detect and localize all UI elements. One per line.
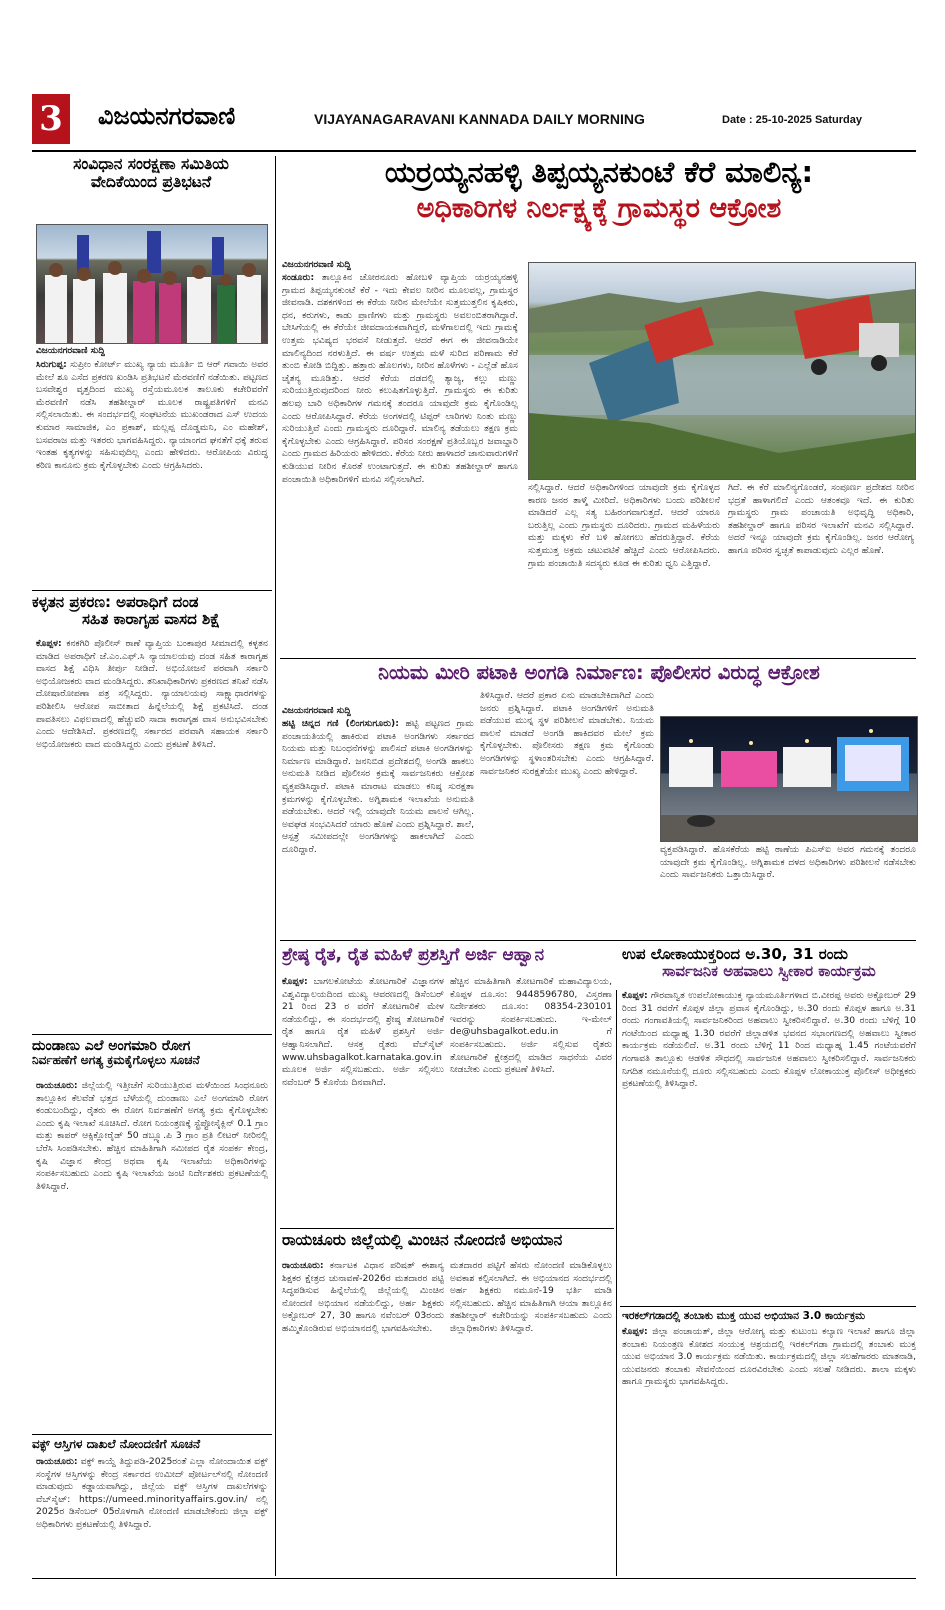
voter-body-col2 xyxy=(450,1260,612,1572)
shops-illustration xyxy=(661,717,917,841)
section-divider xyxy=(32,1034,272,1035)
headline-line: ಉಪ ಲೋಕಾಯುಕ್ತರಿಂದ ಅ.30, 31 ರಂದು xyxy=(622,945,848,963)
column-divider xyxy=(275,156,276,1576)
byline: ವಿಜಯನಗರವಾಣಿ ಸುದ್ದಿ xyxy=(282,706,351,716)
article-text: ಗೌರವಾನ್ವಿತ ಉಪಲೋಕಾಯುಕ್ತ ನ್ಯಾಯಮೂರ್ತಿಗಳಾದ ಬಿ.ವೀರಪ್ಪ ಅವರು ಅಕ್ಟೋಬರ್ 29 ರಿಂದ 31 ರವರೆಗೆ ಕೊಪ್ಪಳ ಜಿಲ್ಲಾ ಪ್ರವಾಸ ಕೈಗೊಂಡಿದ್ದು, ಅ.30 ರಂದು ಕೊಪ್ಪಳ ಹಾಗೂ ಅ.31 ರಂದು ಗಂಗಾವತಿಯಲ್ಲಿ ಸಾರ್ವಜನಿಕರಿಂದ ಅಹವಾಲು ಸ್ವೀಕರಿಸಲಿದ್ದಾರೆ. ಅ.30 ರಂದು ಬೆಳಿಗ್ಗೆ 10 ಗಂಟೆಯಿಂದ ಮಧ್ಯಾಹ್ನ 1.30 ರವರೆಗೆ ಜಿಲ್ಲಾಡಳಿತ ಭವನದ ಸಭಾಂಗಣದಲ್ಲಿ ಅಹವಾಲು ಸ್ವೀಕಾರ ಕಾರ್ಯಕ್ರಮ ನಡೆಯಲಿದೆ. ಅ.31 ರಂದು ಬೆಳಿಗ್ಗೆ 11 ರಿಂದ ಮಧ್ಯಾಹ್ನ 1.45 ಗಂಟೆಯವರೆಗೆ ಗಂಗಾವತಿ ತಾಲ್ಲೂಕು ಆಡಳಿತ ಸೌಧದಲ್ಲಿ ಸಾರ್ವಜನಿಕ ಅಹವಾಲು ಸ್ವೀಕರಿಸಲಿದ್ದಾರೆ. ಸಾರ್ವಜನಿಕರು ನಿಗದಿತ ನಮೂನೆಯಲ್ಲಿ ದೂರು ಸಲ್ಲಿಸಬಹುದು ಎಂದು ಕೊಪ್ಪಳ ಲೋಕಾಯುಕ್ತ ಪೊಲೀಸ್ ಅಧೀಕ್ಷಕರು ಪ್ರಕಟಣೆಯಲ್ಲಿ ತಿಳಿಸಿದ್ದಾರೆ. xyxy=(622,990,916,1090)
protest-photo xyxy=(36,224,268,344)
article-text: ಬಾಗಲಕೋಟೆಯ ತೋಟಗಾರಿಕೆ ವಿಜ್ಞಾನಗಳ ವಿಶ್ವವಿದ್ಯಾಲಯದಿಂದ ಮುಖ್ಯ ಆವರಣದಲ್ಲಿ ಡಿಸೆಂಬರ್ 21 ರಿಂದ 23 ರ ವರೆಗೆ ತೋಟಗಾರಿಕೆ ಮೇಳ ನಡೆಯಲಿದ್ದು, ಈ ಸಂದರ್ಭದಲ್ಲಿ ಶ್ರೇಷ್ಠ ತೋಟಗಾರಿಕೆ ರೈತ ಹಾಗೂ ರೈತ ಮಹಿಳೆ ಪ್ರಶಸ್ತಿಗೆ ಅರ್ಜಿ ಆಹ್ವಾನಿಸಲಾಗಿದೆ. ಆಸಕ್ತ ರೈತರು ವೆಬ್‌ಸೈಟ್ www.uhsbagalkot.karnataka.gov.in ಮೂಲಕ ಅರ್ಜಿ ಸಲ್ಲಿಸಬಹುದು. ಅರ್ಜಿ ಸಲ್ಲಿಸಲು ನವೆಂಬರ್ 5 ಕೊನೆಯ ದಿನವಾಗಿದೆ. xyxy=(282,976,444,1088)
article-text: ಹಟ್ಟಿ ಪಟ್ಟಣದ ಗ್ರಾಮ ಪಂಚಾಯತಿಯಲ್ಲಿ ಹಾಕಿರುವ ಪಟಾಕಿ ಅಂಗಡಿಗಳು ಸರ್ಕಾರದ ನಿಯಮ ಮತ್ತು ನಿಬಂಧನೆಗಳನ್ನು ಪಾಲಿಸದೆ ಪಟಾಕಿ ಅಂಗಡಿಗಳನ್ನು ನಿರ್ಮಾಣ ಮಾಡಿದ್ದಾರೆ. ಜನನಿಬಿಡ ಪ್ರದೇಶದಲ್ಲಿ ಅಂಗಡಿ ಹಾಕಲು ಅನುಮತಿ ನೀಡಿದ ಪೊಲೀಸರ ಕ್ರಮಕ್ಕೆ ಸಾರ್ವಜನಿಕರು ಆಕ್ರೋಶ ವ್ಯಕ್ತಪಡಿಸಿದ್ದಾರೆ. ಪಟಾಕಿ ಮಾರಾಟ ಮಾಡಲು ಕನಿಷ್ಠ ಸುರಕ್ಷತಾ ಕ್ರಮಗಳನ್ನು ಕೈಗೊಳ್ಳಬೇಕು. ಅಗ್ನಿಶಾಮಕ ಇಲಾಖೆಯ ಅನುಮತಿ ಪಡೆಯಬೇಕು. ಆದರೆ ಇಲ್ಲಿ ಯಾವುದೇ ನಿಯಮ ಪಾಲನೆ ಆಗಿಲ್ಲ. ಅವಘಡ ಸಂಭವಿಸಿದರೆ ಯಾರು ಹೊಣೆ ಎಂದು ಪ್ರಶ್ನಿಸಿದ್ದಾರೆ. ಶಾಲೆ, ಆಸ್ಪತ್ರೆ ಸಮೀಪದಲ್ಲೇ ಅಂಗಡಿಗಳನ್ನು ಹಾಕಲಾಗಿದೆ ಎಂದು ದೂರಿದ್ದಾರೆ. xyxy=(282,718,474,855)
pataki-body-col1 xyxy=(282,718,474,936)
story-samvidhana xyxy=(32,156,270,586)
lead-body-col3 xyxy=(728,482,914,652)
article-text: ಕನಕಗಿರಿ ಪೊಲೀಸ್ ಠಾಣೆ ವ್ಯಾಪ್ತಿಯ ಬಂಕಾಪುರ ಸೀಮಾದಲ್ಲಿ ಕಳ್ಳತನ ಮಾಡಿದ ಅಪರಾಧಿಗೆ ಜೆ.ಎಂ.ಎಫ್.ಸಿ ನ್ಯಾಯಾಲಯವು ದಂಡ ಸಹಿತ ಕಾರಾಗೃಹ ವಾಸದ ಶಿಕ್ಷೆ ವಿಧಿಸಿ ತೀರ್ಪು ನೀಡಿದೆ. ಅಭಿಯೋಜನೆ ಪರವಾಗಿ ಸರ್ಕಾರಿ ಅಭಿಯೋಜಕರು ವಾದ ಮಂಡಿಸಿದ್ದರು. ತನಿಖಾಧಿಕಾರಿಗಳು ಪ್ರಕರಣದ ತನಿಖೆ ನಡೆಸಿ ದೋಷಾರೋಪಣಾ ಪತ್ರ ಸಲ್ಲಿಸಿದ್ದರು. ನ್ಯಾಯಾಲಯವು ಸಾಕ್ಷ್ಯಾಧಾರಗಳನ್ನು ಪರಿಶೀಲಿಸಿ ಆರೋಪ ಸಾಬೀತಾದ ಹಿನ್ನೆಲೆಯಲ್ಲಿ ಶಿಕ್ಷೆ ಪ್ರಕಟಿಸಿದೆ. ದಂಡ ಪಾವತಿಸಲು ವಿಫಲವಾದಲ್ಲಿ ಹೆಚ್ಚುವರಿ ಸಾದಾ ಕಾರಾಗೃಹ ವಾಸ ಅನುಭವಿಸಬೇಕು ಎಂದು ಆದೇಶಿಸಿದೆ. ಪ್ರಕರಣದಲ್ಲಿ ಸರ್ಕಾರದ ಪರವಾಗಿ ಸಹಾಯಕ ಸರ್ಕಾರಿ ಅಭಿಯೋಜಕರು ವಾದ ಮಂಡಿಸಿದ್ದರು ಎಂದು ಪ್ರಕಟಣೆ ತಿಳಿಸಿದೆ. xyxy=(36,638,268,750)
headline: ಶ್ರೇಷ್ಠ ರೈತ, ರೈತ ಮಹಿಳೆ ಪ್ರಶಸ್ತಿಗೆ ಅರ್ಜಿ ಆಹ್ವಾನ xyxy=(282,945,545,965)
article-body xyxy=(622,1326,916,1572)
raitha-body-col2 xyxy=(450,976,612,1222)
voter-body-col1 xyxy=(282,1260,444,1572)
headline: ವಕ್ಫ್ ಆಸ್ತಿಗಳ ದಾಖಲೆ ನೋಂದಣಿಗೆ ಸೂಚನೆ xyxy=(32,1437,201,1451)
story-mukti xyxy=(622,1310,916,1574)
headline-line: ಕಳ್ಳತನ ಪ್ರಕರಣ: ಅಪರಾಧಿಗೆ ದಂಡ xyxy=(32,593,199,611)
dateline: ಕೊಪ್ಪಳ: xyxy=(622,1326,648,1337)
masthead xyxy=(32,92,916,148)
headline: ರಾಯಚೂರು ಜಿಲ್ಲೆಯಲ್ಲಿ ಮಿಂಚಿನ ನೋಂದಣಿ ಅಭಿಯಾನ xyxy=(282,1231,563,1249)
pataki-body-col3 xyxy=(660,844,916,936)
headline-line: ಸಂವಿಧಾನ ಸಂರಕ್ಷಣಾ ಸಮಿತಿಯ xyxy=(73,155,229,173)
article-text: ತಿಳಿಸಿದ್ದಾರೆ. ಆದರೆ ಪ್ರಕಾರ ಏನು ಮಾಡಬೇಕಿದಾಗಿದೆ ಎಂದು ಜನರು ಪ್ರಶ್ನಿಸಿದ್ದಾರೆ. ಪಟಾಕಿ ಅಂಗಡಿಗಳಿಗೆ ಅನುಮತಿ ಪಡೆಯುವ ಮುನ್ನ ಸ್ಥಳ ಪರಿಶೀಲನೆ ಮಾಡಬೇಕು. ನಿಯಮ ಪಾಲನೆ ಮಾಡದೆ ಅಂಗಡಿ ಹಾಕಿದವರ ಮೇಲೆ ಕ್ರಮ ಕೈಗೊಳ್ಳಬೇಕು. ಪೊಲೀಸರು ತಕ್ಷಣ ಕ್ರಮ ಕೈಗೊಂಡು ಅಂಗಡಿಗಳನ್ನು ಸ್ಥಳಾಂತರಿಸಬೇಕು ಎಂದು ಆಗ್ರಹಿಸಿದ್ದಾರೆ. ಸಾರ್ವಜನಿಕರ ಸುರಕ್ಷತೆಯೇ ಮುಖ್ಯ ಎಂದು ಹೇಳಿದ್ದಾರೆ. xyxy=(480,690,654,777)
dateline: ಸಿರುಗುಪ್ಪ: xyxy=(36,359,67,370)
story-lead xyxy=(282,156,916,656)
article-text: ಜಿಲ್ಲಾ ಪಂಚಾಯತ್, ಜಿಲ್ಲಾ ಆರೋಗ್ಯ ಮತ್ತು ಕುಟುಂಬ ಕಲ್ಯಾಣ ಇಲಾಖೆ ಹಾಗೂ ಜಿಲ್ಲಾ ತಂಬಾಕು ನಿಯಂತ್ರಣ ಕೋಶದ ಸಂಯುಕ್ತ ಆಶ್ರಯದಲ್ಲಿ ಇರಕಲ್‌ಗಡಾ ಗ್ರಾಮದಲ್ಲಿ ತಂಬಾಕು ಮುಕ್ತ ಯುವ ಅಭಿಯಾನ 3.0 ಕಾರ್ಯಕ್ರಮ ನಡೆಯಿತು. ಕಾರ್ಯಕ್ರಮದಲ್ಲಿ ಜಿಲ್ಲಾ ಸಲಹೆಗಾರರು ಮಾತನಾಡಿ, ಯುವಜನರು ತಂಬಾಕು ಸೇವನೆಯಿಂದ ದೂರವಿರಬೇಕು ಎಂದು ಸಲಹೆ ನೀಡಿದರು. ಶಾಲಾ ಮಕ್ಕಳು ಹಾಗೂ ಗ್ರಾಮಸ್ಥರು ಭಾಗವಹಿಸಿದ್ದರು. xyxy=(622,1326,916,1388)
dateline: ರಾಯಚೂರು: xyxy=(282,1260,324,1271)
story-theft xyxy=(32,594,270,1030)
section-divider xyxy=(32,1434,272,1435)
headline: ನಿಯಮ ಮೀರಿ ಪಟಾಕಿ ಅಂಗಡಿ ನಿರ್ಮಾಣ: ಪೊಲೀಸರ ವಿರುದ್ಧ ಆಕ್ರೋಶ xyxy=(378,661,820,684)
headline-line: ನಿರ್ವಹಣೆಗೆ ಅಗತ್ಯ ಕ್ರಮಕೈಗೊಳ್ಳಲು ಸೂಚನೆ xyxy=(32,1053,200,1068)
headline xyxy=(622,946,916,981)
headline xyxy=(32,1038,270,1068)
headline-line: ದುಂಡಾಣು ಎಲೆ ಅಂಗಮಾರಿ ರೋಗ xyxy=(32,1038,191,1054)
article-body xyxy=(36,638,268,1028)
section-divider xyxy=(32,590,272,591)
lake-photo xyxy=(528,262,916,480)
byline: ವಿಜಯನಗರವಾಣಿ ಸುದ್ದಿ xyxy=(282,260,351,270)
pataki-body-col2 xyxy=(480,690,654,936)
article-text: ಸಲ್ಲಿಸಿದ್ದಾರೆ. ಆದರೆ ಅಧಿಕಾರಿಗಳಿಂದ ಯಾವುದೇ ಕ್ರಮ ಕೈಗೊಳ್ಳದ ಕಾರಣ ಜನರ ತಾಳ್ಮೆ ಮೀರಿದೆ. ಅಧಿಕಾರಿಗಳು ಬಂದು ಪರಿಶೀಲನೆ ಮಾಡಿದರೆ ಎಲ್ಲ ಸತ್ಯ ಬಹಿರಂಗವಾಗುತ್ತದೆ. ಆದರೆ ಯಾರೂ ಬರುತ್ತಿಲ್ಲ ಎಂದು ಗ್ರಾಮಸ್ಥರು ದೂರಿದರು. ಗ್ರಾಮದ ಮಹಿಳೆಯರು ಮತ್ತು ಮಕ್ಕಳು ಕೆರೆ ಬಳಿ ಹೋಗಲು ಹೆದರುತ್ತಿದ್ದಾರೆ. ಕೆರೆಯ ಸುತ್ತಮುತ್ತ ಅಕ್ರಮ ಚಟುವಟಿಕೆ ಹೆಚ್ಚಿದೆ ಎಂದು ಆರೋಪಿಸಿದರು. ಗ್ರಾಮ ಪಂಚಾಯಿತಿ ಸದಸ್ಯರು ಕೂಡ ಈ ಕುರಿತು ಧ್ವನಿ ಎತ್ತಿದ್ದಾರೆ. xyxy=(528,482,720,569)
column-divider xyxy=(616,990,617,1576)
dateline: ಕೊಪ್ಪಳ: xyxy=(36,638,62,649)
protest-illustration xyxy=(37,225,267,343)
raitha-body-col1 xyxy=(282,976,444,1222)
article-text: ವಕ್ಫ್ ಕಾಯ್ದೆ ತಿದ್ದುಪಡಿ-2025ರಂತೆ ಎಲ್ಲಾ ನೋಂದಾಯಿತ ವಕ್ಫ್ ಸಂಸ್ಥೆಗಳ ಆಸ್ತಿಗಳನ್ನು ಕೇಂದ್ರ ಸರ್ಕಾರದ ಉಮೀದ್ ಪೋರ್ಟಲ್‌ನಲ್ಲಿ ನೋಂದಣಿ ಮಾಡುವುದು ಕಡ್ಡಾಯವಾಗಿದ್ದು, ಜಿಲ್ಲೆಯ ವಕ್ಫ್ ಆಸ್ತಿಗಳ ದಾಖಲೆಗಳನ್ನು ವೆಬ್‌ಸೈಟ್: https://umeed.minorityaffairs.gov.in/ ನಲ್ಲಿ 2025ರ ಡಿಸೆಂಬರ್ 05ರೊಳಗಾಗಿ ನೋಂದಣಿ ಮಾಡಬೇಕೆಂದು ಜಿಲ್ಲಾ ವಕ್ಫ್ ಅಧಿಕಾರಿಗಳು ಪ್ರಕಟಣೆಯಲ್ಲಿ ತಿಳಿಸಿದ್ದಾರೆ. xyxy=(36,1456,268,1530)
dateline: ಕೊಪ್ಪಳ: xyxy=(622,990,648,1001)
article-text: ಸುಪ್ರೀಂ ಕೋರ್ಟ್ ಮುಖ್ಯ ನ್ಯಾಯ ಮೂರ್ತಿ ಬಿ ಆರ್ ಗವಾಯಿ ಅವರ ಮೇಲೆ ಶೂ ಎಸೆದ ಪ್ರಕರಣ ಖಂಡಿಸಿ ಪ್ರತಿಭಟನೆ ಮೆರವಣಿಗೆ ನಡೆಯಿತು. ಪಟ್ಟಣದ ಬಸವೇಶ್ವರ ವೃತ್ತದಿಂದ ಮುಖ್ಯ ರಸ್ತೆಯಮೂಲಕ ತಾಲೂಕು ಕಚೇರಿವರೆಗೆ ಮೆರವಣಿಗೆ ನಡೆಸಿ ತಹಶೀಲ್ದಾರ್ ಮೂಲಕ ರಾಷ್ಟ್ರಪತಿಗಳಿಗೆ ಮನವಿ ಸಲ್ಲಿಸಲಾಯಿತು. ಈ ಸಂದರ್ಭದಲ್ಲಿ ಸಂಘಟನೆಯ ಮುಖಂಡರಾದ ಎಸ್ ಉದಯ ಕುಮಾರ ಸಾಮಾಜಿಕ, ಎಂ ಪ್ರಕಾಶ್, ಮಲ್ಲಪ್ಪ ದೊಡ್ಡಮನಿ, ಎಂ ಮಹೇಶ್, ಬಸವರಾಜ ಮತ್ತು ಇತರರು ಭಾಗವಹಿಸಿದ್ದರು. ನ್ಯಾಯಾಂಗದ ಘನತೆಗೆ ಧಕ್ಕೆ ತರುವ ಇಂತಹ ಕೃತ್ಯಗಳನ್ನು ಸಹಿಸುವುದಿಲ್ಲ ಎಂದು ಹೇಳಿದರು. ಆರೋಪಿಯ ವಿರುದ್ಧ ಕಠಿಣ ಕಾನೂನು ಕ್ರಮ ಕೈಗೊಳ್ಳಬೇಕು ಎಂದು ಆಗ್ರಹಿಸಿದರು. xyxy=(36,359,268,471)
story-lokayukta xyxy=(622,946,916,1304)
story-raichur-voter xyxy=(282,1232,612,1574)
lead-body-col2 xyxy=(528,482,720,652)
article-text: ಜಿಲ್ಲೆಯಲ್ಲಿ ಇತ್ತೀಚೆಗೆ ಸುರಿಯುತ್ತಿರುವ ಮಳೆಯಿಂದ ಸಿಂಧನೂರು ತಾಲ್ಲೂಕಿನ ಕೆಲವೆಡೆ ಭತ್ತದ ಬೆಳೆಯಲ್ಲಿ ದುಂಡಾಣು ಎಲೆ ಅಂಗಮಾರಿ ರೋಗ ಕಂಡುಬಂದಿದ್ದು, ರೈತರು ಈ ರೋಗ ನಿರ್ವಹಣೆಗೆ ಅಗತ್ಯ ಕ್ರಮ ಕೈಗೊಳ್ಳಬೇಕು ಎಂದು ಕೃಷಿ ಇಲಾಖೆ ಸೂಚಿಸಿದೆ. ರೋಗ ನಿಯಂತ್ರಣಕ್ಕೆ ಸ್ಟ್ರೆಪ್ಟೋಸೈಕ್ಲಿನ್ 0.1 ಗ್ರಾಂ ಮತ್ತು ಕಾಪರ್ ಆಕ್ಸಿಕ್ಲೋರೈಡ್ 50 ಡಬ್ಲ್ಯೂ.ಪಿ 3 ಗ್ರಾಂ ಪ್ರತಿ ಲೀಟರ್ ನೀರಿನಲ್ಲಿ ಬೆರೆಸಿ ಸಿಂಪಡಿಸಬೇಕು. ಹೆಚ್ಚಿನ ಮಾಹಿತಿಗಾಗಿ ಸಮೀಪದ ರೈತ ಸಂಪರ್ಕ ಕೇಂದ್ರ, ಕೃಷಿ ವಿಜ್ಞಾನ ಕೇಂದ್ರ ಅಥವಾ ಕೃಷಿ ಇಲಾಖೆಯ ಅಧಿಕಾರಿಗಳನ್ನು ಸಂಪರ್ಕಿಸಬಹುದು ಎಂದು ಕೃಷಿ ಇಲಾಖೆಯ ಜಂಟಿ ನಿರ್ದೇಶಕರು ಪ್ರಕಟಣೆಯಲ್ಲಿ ತಿಳಿಸಿದ್ದಾರೆ. xyxy=(36,1080,268,1192)
dateline: ಹಟ್ಟಿ ಚಿನ್ನದ ಗಣಿ (ಲಿಂಗಸುಗೂರು): xyxy=(282,718,399,729)
story-raitha xyxy=(282,946,612,1224)
masthead-title-english: VIJAYANAGARAVANI KANNADA DAILY MORNING xyxy=(314,111,645,127)
article-body xyxy=(622,990,916,1302)
headline xyxy=(32,156,270,192)
article-text: ಮತದಾರರ ಪಟ್ಟಿಗೆ ಹೆಸರು ನೋಂದಣಿ ಮಾಡಿಕೊಳ್ಳಲು ಅವಕಾಶ ಕಲ್ಪಿಸಲಾಗಿದೆ. ಈ ಅಭಿಯಾನದ ಸಂದರ್ಭದಲ್ಲಿ ಅರ್ಹ ಶಿಕ್ಷಕರು ನಮೂನೆ-19 ಭರ್ತಿ ಮಾಡಿ ಸಲ್ಲಿಸಬಹುದು. ಹೆಚ್ಚಿನ ಮಾಹಿತಿಗಾಗಿ ಆಯಾ ತಾಲ್ಲೂಕಿನ ತಹಶೀಲ್ದಾರ್ ಕಚೇರಿಯನ್ನು ಸಂಪರ್ಕಿಸಬಹುದು ಎಂದು ಜಿಲ್ಲಾಧಿಕಾರಿಗಳು ತಿಳಿಸಿದ್ದಾರೆ. xyxy=(450,1260,612,1334)
article-text: ವ್ಯಕ್ತಪಡಿಸಿದ್ದಾರೆ. ಹೊಸಕೆರೆಯ ಹಟ್ಟಿ ಠಾಣೆಯ ಪಿಎಸ್‌ಐ ಅವರ ಗಮನಕ್ಕೆ ತಂದರೂ ಯಾವುದೇ ಕ್ರಮ ಕೈಗೊಂಡಿಲ್ಲ. ಅಗ್ನಿಶಾಮಕ ದಳದ ಅಧಿಕಾರಿಗಳು ಪರಿಶೀಲನೆ ನಡೆಸಬೇಕು ಎಂದು ಸಾರ್ವಜನಿಕರು ಒತ್ತಾಯಿಸಿದ್ದಾರೆ. xyxy=(660,844,916,881)
article-body xyxy=(36,1456,268,1572)
lake-illustration xyxy=(529,263,915,479)
headline-line2: ಅಧಿಕಾರಿಗಳ ನಿರ್ಲಕ್ಷ್ಯಕ್ಕೆ ಗ್ರಾಮಸ್ಥರ ಆಕ್ರೋಶ xyxy=(416,193,782,225)
section-divider xyxy=(280,940,916,941)
dateline: ರಾಯಚೂರು: xyxy=(36,1456,78,1467)
masthead-rule xyxy=(32,150,916,152)
lead-body-col1 xyxy=(282,272,518,652)
headline-line: ವೇದಿಕೆಯಿಂದ ಪ್ರತಿಭಟನೆ xyxy=(90,172,212,191)
headline-line1: ಯರ್ರಯ್ಯನಹಳ್ಳಿ ತಿಪ್ಪಯ್ಯನಕುಂಟೆ ಕೆರೆ ಮಾಲಿನ್ಯ: xyxy=(384,155,814,189)
headline-line: ಸಹಿತ ಕಾರಾಗೃಹ ವಾಸದ ಶಿಕ್ಷೆ xyxy=(82,610,220,629)
article-text: ಹೆಚ್ಚಿನ ಮಾಹಿತಿಗಾಗಿ ತೋಟಗಾರಿಕೆ ಮಹಾವಿದ್ಯಾಲಯ, ಕೊಪ್ಪಳ ದೂ.ಸಂ: 9448596780, ವಿಸ್ತರಣಾ ನಿರ್ದೇಶಕರು ದೂ.ಸಂ: 08354-230101 ಇವರನ್ನು ಸಂಪರ್ಕಿಸಬಹುದು. ಇ-ಮೇಲ್ de@uhsbagalkot.edu.in ಗೆ ಸಂಪರ್ಕಿಸಬಹುದು. ಅರ್ಜಿ ಸಲ್ಲಿಸುವ ರೈತರು ತೋಟಗಾರಿಕೆ ಕ್ಷೇತ್ರದಲ್ಲಿ ಮಾಡಿದ ಸಾಧನೆಯ ವಿವರ ನೀಡಬೇಕು ಎಂದು ಪ್ರಕಟಣೆ ತಿಳಿಸಿದೆ. xyxy=(450,976,612,1076)
section-divider xyxy=(280,1228,614,1229)
story-waqf xyxy=(32,1438,270,1574)
story-dundani xyxy=(32,1038,270,1432)
dateline: ರಾಯಚೂರು: xyxy=(36,1080,78,1091)
section-divider xyxy=(620,1306,916,1307)
dateline: ಕೊಪ್ಪಳ: xyxy=(282,976,308,987)
headline-line: ಸಾರ್ವಜನಿಕ ಅಹವಾಲು ಸ್ವೀಕಾರ ಕಾರ್ಯಕ್ರಮ xyxy=(662,962,876,981)
shops-photo xyxy=(660,716,918,842)
dateline: ಸಂಡೂರು: xyxy=(282,272,315,283)
page-bottom-rule xyxy=(32,1578,916,1579)
headline xyxy=(32,594,270,629)
story-pataki xyxy=(282,662,916,938)
masthead-title-kannada: ವಿಜಯನಗರವಾಣಿ xyxy=(98,102,236,130)
section-divider xyxy=(280,658,916,659)
article-text: ತಾಲ್ಲೂಕಿನ ಚೋರನೂರು ಹೋಬಳಿ ವ್ಯಾಪ್ತಿಯ ಯರ್ರಯ್ಯನಹಳ್ಳಿ ಗ್ರಾಮದ ತಿಪ್ಪಯ್ಯನಕುಂಟೆ ಕೆರೆ - ಇದು ಕೇವಲ ನೀರಿನ ಮೂಲವಲ್ಲ, ಗ್ರಾಮಸ್ಥರ ಜೀವನಾಡಿ. ದಶಕಗಳಿಂದ ಈ ಕೆರೆಯ ನೀರಿನ ಮೇಲೆಯೇ ಸುತ್ತಮುತ್ತಲಿನ ಕೃಷಿಕರು, ಧನ, ಕರುಗಳು, ಕಾಡು ಪ್ರಾಣಿಗಳು ಮತ್ತು ಗ್ರಾಮಸ್ಥರು ಅವಲಂಬಿತರಾಗಿದ್ದಾರೆ. ಬೇಸಿಗೆಯಲ್ಲಿ ಈ ಕೆರೆಯೇ ಜೀವದಾಯಕವಾಗಿದ್ದರೆ, ಮಳೆಗಾಲದಲ್ಲಿ ಇದು ಗ್ರಾಮಕ್ಕೆ ಉತ್ತಮ ಭವಿಷ್ಯದ ಭರವಸೆ ನೀಡುತ್ತದೆ. ಆದರೆ ಈಗ ಈ ಜೀವನಾಡಿಯೇ ಮಾಲಿನ್ಯದಿಂದ ನರಳುತ್ತಿದೆ. ಈ ವರ್ಷ ಉತ್ತಮ ಮಳೆ ಸುರಿದ ಪರಿಣಾಮ ಕೆರೆ ತುಂಬಿ ಕೋಡಿ ಬಿದ್ದಿತ್ತು. ಹತ್ತಾರು ಹೊಲಗಳು, ನೀರಿನ ಹೊಳೆಗಳು - ಎಲ್ಲೆಡೆ ಹೊಸ ಚೈತನ್ಯ ಮೂಡಿತ್ತು. ಆದರೆ ಕೆರೆಯ ದಡದಲ್ಲಿ ತ್ಯಾಜ್ಯ, ಕಲ್ಲು ಮಣ್ಣು ಸುರಿಯುತ್ತಿರುವುದರಿಂದ ನೀರು ಕಲುಷಿತಗೊಳ್ಳುತ್ತಿದೆ. ಗ್ರಾಮಸ್ಥರು ಈ ಕುರಿತು ಹಲವು ಬಾರಿ ಅಧಿಕಾರಿಗಳ ಗಮನಕ್ಕೆ ತಂದರೂ ಯಾವುದೇ ಕ್ರಮ ಕೈಗೊಂಡಿಲ್ಲ ಎಂದು ಆರೋಪಿಸಿದ್ದಾರೆ. ಕೆರೆಯ ಅಂಗಳದಲ್ಲಿ ಟಿಪ್ಪರ್ ಲಾರಿಗಳು ನಿಂತು ಮಣ್ಣು ಸುರಿಯುತ್ತಿವೆ ಎಂದು ಗ್ರಾಮಸ್ಥರು ದೂರಿದ್ದಾರೆ. ಮಾಲಿನ್ಯ ತಡೆಯಲು ತಕ್ಷಣ ಕ್ರಮ ಕೈಗೊಳ್ಳಬೇಕು ಎಂದು ಆಗ್ರಹಿಸಿದ್ದಾರೆ. ಪರಿಸರ ಸಂರಕ್ಷಣೆ ಪ್ರತಿಯೊಬ್ಬರ ಜವಾಬ್ದಾರಿ ಎಂದು ಗ್ರಾಮದ ಹಿರಿಯರು ಹೇಳಿದರು. ಕೆರೆಯ ನೀರು ಹಾಳಾದರೆ ಜಾನುವಾರುಗಳಿಗೆ ಕುಡಿಯುವ ನೀರಿನ ಕೊರತೆ ಉಂಟಾಗುತ್ತದೆ. ಈ ಕುರಿತು ತಹಶೀಲ್ದಾರ್ ಹಾಗೂ ಪಂಚಾಯಿತಿ ಅಧಿಕಾರಿಗಳಿಗೆ ಮನವಿ ಸಲ್ಲಿಸಲಾಗಿದೆ. xyxy=(282,272,518,485)
masthead-date: Date : 25-10-2025 Saturday xyxy=(722,114,863,126)
article-text: ಕರ್ನಾಟಕ ವಿಧಾನ ಪರಿಷತ್ ಈಶಾನ್ಯ ಶಿಕ್ಷಕರ ಕ್ಷೇತ್ರದ ಚುನಾವಣೆ-2026ರ ಮತದಾರರ ಪಟ್ಟಿ ಸಿದ್ಧಪಡಿಸುವ ಹಿನ್ನೆಲೆಯಲ್ಲಿ ಜಿಲ್ಲೆಯಲ್ಲಿ ಮಿಂಚಿನ ನೋಂದಣಿ ಅಭಿಯಾನ ನಡೆಯಲಿದ್ದು, ಅರ್ಹ ಶಿಕ್ಷಕರು ಅಕ್ಟೋಬರ್ 27, 30 ಹಾಗೂ ನವೆಂಬರ್ 03ರಂದು ಹಮ್ಮಿಕೊಂಡಿರುವ ಅಭಿಯಾನದಲ್ಲಿ ಭಾಗವಹಿಸಬೇಕು. xyxy=(282,1260,444,1334)
page-number-badge xyxy=(32,94,70,144)
headline: ಇರಕಲ್‌ಗಡಾದಲ್ಲಿ ತಂಬಾಕು ಮುಕ್ತ ಯುವ ಅಭಿಯಾನ 3.0 ಕಾರ್ಯಕ್ರಮ xyxy=(622,1310,866,1322)
article-text: ಗಿದೆ. ಈ ಕೆರೆ ಮಾಲಿನ್ಯಗೊಂಡರೆ, ಸಂಪೂರ್ಣ ಪ್ರದೇಶದ ನೀರಿನ ಭದ್ರತೆ ಹಾಳಾಗಲಿದೆ ಎಂದು ಆತಂಕವೂ ಇದೆ. ಈ ಕುರಿತು ಗ್ರಾಮಸ್ಥರು ಗ್ರಾಮ ಪಂಚಾಯತಿ ಅಭಿವೃದ್ಧಿ ಅಧಿಕಾರಿ, ತಹಶೀಲ್ದಾರ್ ಹಾಗೂ ಪರಿಸರ ಇಲಾಖೆಗೆ ಮನವಿ ಸಲ್ಲಿಸಿದ್ದಾರೆ. ಅದರೆ ಇನ್ನೂ ಯಾವುದೇ ಕ್ರಮ ಕೈಗೊಂಡಿಲ್ಲ. ಜನರ ಆರೋಗ್ಯ ಹಾಗೂ ಪರಿಸರ ಸ್ವಚ್ಛತೆ ಕಾಪಾಡುವುದು ಎಲ್ಲರ ಹೊಣೆ. xyxy=(728,482,914,556)
page-number: 3 xyxy=(39,99,63,139)
byline: ವಿಜಯನಗರವಾಣಿ ಸುದ್ದಿ xyxy=(36,346,105,356)
article-body xyxy=(36,1080,268,1428)
article-body xyxy=(36,359,268,587)
